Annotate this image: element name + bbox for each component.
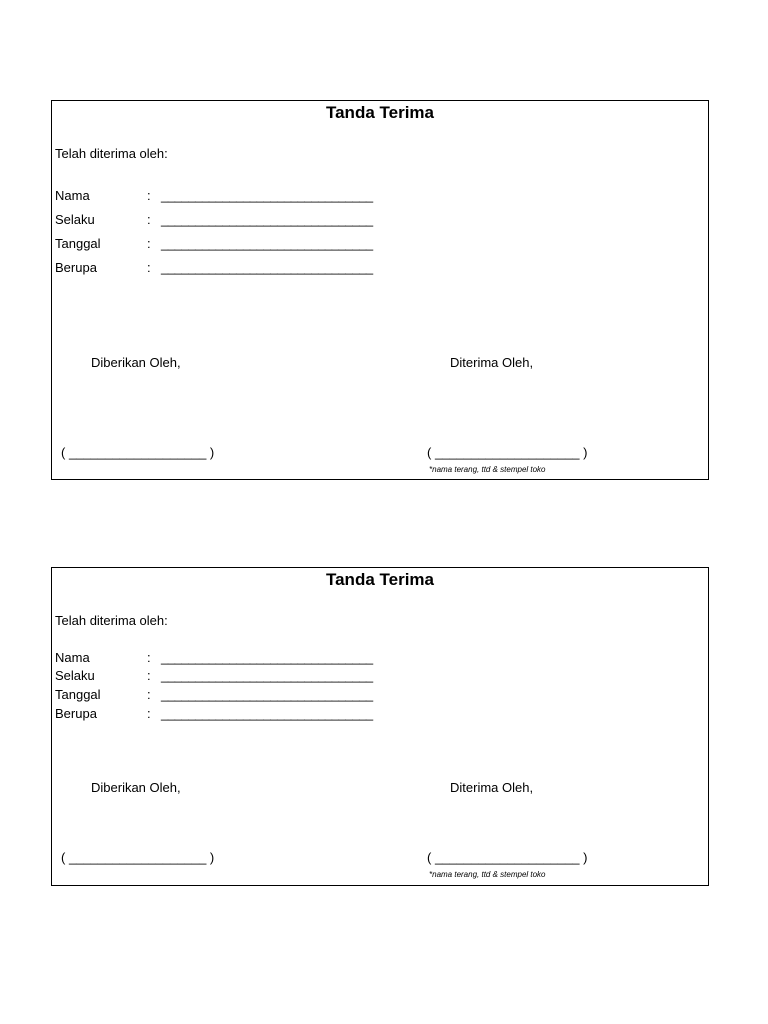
- field-label-selaku: Selaku: [55, 668, 95, 683]
- field-blank-selaku[interactable]: _______________________________: [161, 668, 373, 683]
- field-label-nama: Nama: [55, 188, 90, 203]
- receiver-note: *nama terang, ttd & stempel toko: [429, 870, 546, 879]
- field-label-berupa: Berupa: [55, 706, 97, 721]
- field-colon: :: [147, 687, 151, 702]
- field-label-nama: Nama: [55, 650, 90, 665]
- giver-label: Diberikan Oleh,: [91, 355, 181, 370]
- receiver-note: *nama terang, ttd & stempel toko: [429, 465, 546, 474]
- field-blank-tanggal[interactable]: _______________________________: [161, 687, 373, 702]
- receipt-form-2: [51, 567, 709, 886]
- field-blank-selaku[interactable]: _______________________________: [161, 212, 373, 227]
- field-blank-berupa[interactable]: _______________________________: [161, 706, 373, 721]
- field-colon: :: [147, 236, 151, 251]
- field-label-tanggal: Tanggal: [55, 687, 101, 702]
- field-colon: :: [147, 650, 151, 665]
- receiver-signature-line[interactable]: ( ____________________ ): [427, 850, 588, 865]
- field-colon: :: [147, 188, 151, 203]
- field-label-selaku: Selaku: [55, 212, 95, 227]
- giver-label: Diberikan Oleh,: [91, 780, 181, 795]
- field-label-berupa: Berupa: [55, 260, 97, 275]
- field-colon: :: [147, 706, 151, 721]
- form-title: Tanda Terima: [325, 570, 434, 589]
- field-label-tanggal: Tanggal: [55, 236, 101, 251]
- receipt-form-1: [51, 100, 709, 480]
- receiver-label: Diterima Oleh,: [450, 355, 534, 370]
- giver-signature-line[interactable]: ( ___________________ ): [61, 850, 215, 865]
- field-colon: :: [147, 668, 151, 683]
- receiver-label: Diterima Oleh,: [450, 780, 534, 795]
- field-blank-nama[interactable]: _______________________________: [161, 650, 373, 665]
- receiver-signature-line[interactable]: ( ____________________ ): [427, 445, 588, 460]
- field-colon: :: [147, 260, 151, 275]
- form-title: Tanda Terima: [325, 103, 434, 122]
- received-by-intro: Telah diterima oleh:: [55, 613, 168, 628]
- field-blank-berupa[interactable]: _______________________________: [161, 260, 373, 275]
- received-by-intro: Telah diterima oleh:: [55, 146, 168, 161]
- field-colon: :: [147, 212, 151, 227]
- field-blank-nama[interactable]: _______________________________: [161, 188, 373, 203]
- giver-signature-line[interactable]: ( ___________________ ): [61, 445, 215, 460]
- field-blank-tanggal[interactable]: _______________________________: [161, 236, 373, 251]
